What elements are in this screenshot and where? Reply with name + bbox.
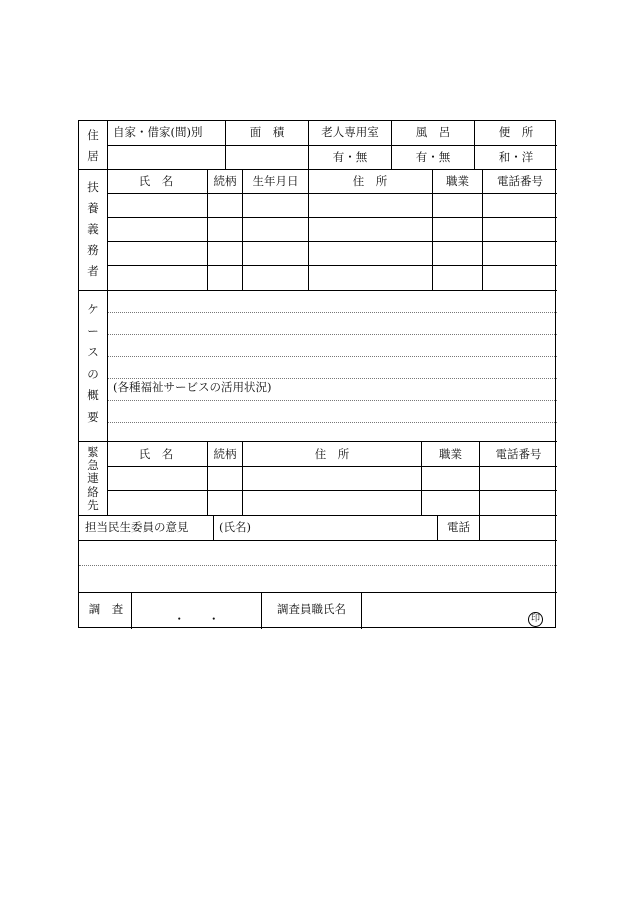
dependents-row-line (108, 217, 557, 218)
dependents-relation-header: 続柄 (213, 174, 237, 188)
case-note: (各種福祉サービスの活用状況) (113, 380, 272, 394)
area-header: 面 積 (249, 125, 285, 139)
dependents-bottom-line (79, 290, 557, 291)
emergency-address-header: 住 所 (314, 447, 350, 461)
housing-bottom-line (79, 169, 557, 170)
emergency-name-header: 氏 名 (138, 447, 174, 461)
dependents-header-line (108, 193, 557, 194)
emergency-job-header: 職業 (439, 447, 462, 461)
case-dotted-line (108, 356, 557, 357)
opinion-col-line (479, 515, 480, 540)
bath-header: 風 呂 (415, 125, 451, 139)
dependents-address-header: 住 所 (352, 174, 388, 188)
toilet-header: 便 所 (498, 125, 534, 139)
case-dotted-line (108, 334, 557, 335)
emergency-col-line (242, 441, 243, 515)
emergency-label: 緊急連絡先 (87, 445, 99, 512)
case-dotted-line (108, 378, 557, 379)
housing-col-line (225, 121, 226, 169)
housing-label: 住居 (87, 128, 99, 163)
survey-date-dots: ・ ・ (173, 612, 220, 626)
bath-value: 有・無 (415, 150, 451, 164)
dependents-phone-header: 電話番号 (497, 174, 543, 188)
emergency-row-line (108, 490, 557, 491)
label-column-line (107, 121, 108, 515)
elderly-room-header: 老人専用室 (321, 125, 379, 139)
housing-col-line (308, 121, 309, 169)
dependents-row-line (108, 241, 557, 242)
seal-icon: 印 (528, 612, 543, 627)
survey-form (78, 120, 556, 628)
case-bottom-line (79, 441, 557, 442)
toilet-value: 和・洋 (498, 150, 534, 164)
opinion-bottom-line (79, 592, 557, 593)
dependents-label: 扶養義務者 (87, 180, 99, 278)
dependents-col-line (308, 169, 309, 290)
survey-staff-label: 調査員職氏名 (277, 602, 346, 616)
emergency-bottom-line (79, 515, 557, 516)
housing-row-line (108, 145, 557, 146)
emergency-header-line (108, 466, 557, 467)
opinion-label: 担当民生委員の意見 (85, 520, 189, 534)
dependents-birth-header: 生年月日 (252, 174, 299, 188)
elderly-room-value: 有・無 (332, 150, 368, 164)
opinion-dotted-line (79, 565, 557, 566)
case-label: ケースの概要 (87, 302, 99, 424)
housing-col-line (391, 121, 392, 169)
own-rent-header: 自家・借家(間)別 (113, 125, 203, 139)
opinion-phone-label: 電話 (447, 520, 470, 534)
case-dotted-line (108, 400, 557, 401)
survey-label: 調 査 (88, 602, 124, 616)
opinion-col-line (213, 515, 214, 540)
emergency-relation-header: 続柄 (213, 447, 237, 461)
opinion-header-line (79, 540, 557, 541)
emergency-phone-header: 電話番号 (495, 447, 542, 461)
case-dotted-line (108, 312, 557, 313)
dependents-row-line (108, 265, 557, 266)
case-dotted-line (108, 422, 557, 423)
dependents-name-header: 氏 名 (138, 174, 174, 188)
opinion-name-label: (氏名) (219, 520, 251, 534)
housing-col-line (474, 121, 475, 169)
dependents-job-header: 職業 (446, 174, 469, 188)
survey-col-line (361, 592, 362, 629)
